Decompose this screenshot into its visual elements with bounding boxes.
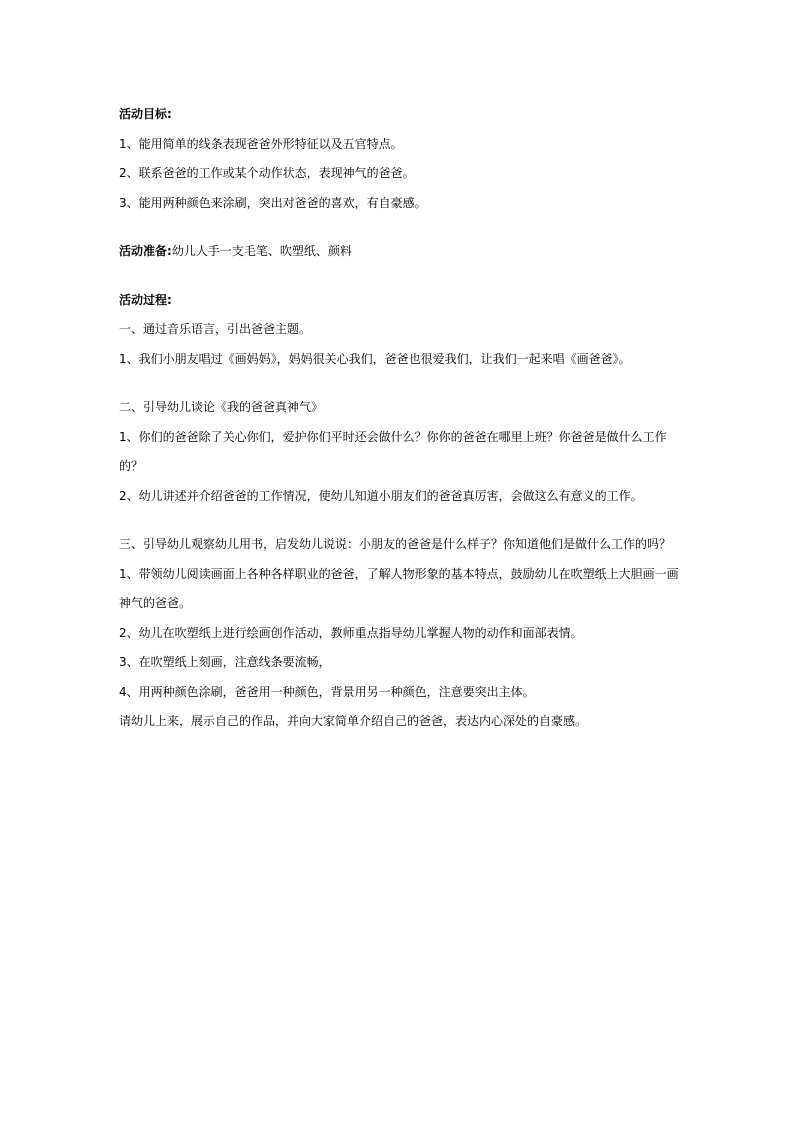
- section1-title: 一、通过音乐语言，引出爸爸主题。: [119, 322, 312, 336]
- section3-item-2: 2、幼儿在吹塑纸上进行绘画创作活动，教师重点指导幼儿掌握人物的动作和面部表情。: [119, 625, 583, 640]
- section3-item-4: 4、用两种颜色涂刷，爸爸用一种颜色，背景用另一种颜色，注意要突出主体。: [119, 684, 535, 699]
- section3-closing: 请幼儿上来，展示自己的作品，并向大家简单介绍自己的爸爸，表达内心深处的自豪感。: [119, 714, 588, 728]
- goal-item-2: 2、联系爸爸的工作或某个动作状态，表现神气的爸爸。: [119, 166, 415, 180]
- document-body: [119, 100, 679, 737]
- goals-heading: 活动目标:: [119, 107, 172, 121]
- section2-item-1: 1、你们的爸爸除了关心你们，爱护你们平时还会做什么？你你的爸爸在哪里上班？你爸爸是做什么工作的？: [119, 429, 667, 473]
- section3-item-3: 3、在吹塑纸上刻画，注意线条要流畅，: [119, 655, 331, 669]
- goal-item-1: 1、能用简单的线条表现爸爸外形特征以及五官特点。: [119, 136, 403, 151]
- section3-item-1: 1、带领幼儿阅读画面上各种各样职业的爸爸，了解人物形象的基本特点，鼓励幼儿在吹塑纸上大胆画一画神气的爸爸。: [119, 566, 679, 610]
- goal-item-3: 3、能用两种颜色来涂刷，突出对爸爸的喜欢，有自豪感。: [119, 195, 427, 210]
- section3-title: 三、引导幼儿观察幼儿用书，启发幼儿说说：小朋友的爸爸是什么样子？你知道他们是做什么工作的吗？: [119, 537, 672, 551]
- section2-title: 二、引导幼儿谈论《我的爸爸真神气》: [119, 400, 324, 414]
- preparation-label: 活动准备:: [119, 244, 172, 258]
- section2-item-2: 2、幼儿讲述并介绍爸爸的工作情况，使幼儿知道小朋友们的爸爸真厉害，会做这么有意义的工作。: [119, 488, 643, 503]
- process-heading: 活动过程:: [119, 292, 172, 307]
- preparation-line: [119, 237, 679, 267]
- preparation-text: 幼儿人手一支毛笔、吹塑纸、颜料: [171, 244, 352, 258]
- section1-item-1: 1、我们小朋友唱过《画妈妈》，妈妈很关心我们，爸爸也很爱我们，让我们一起来唱《画爸爸》。: [119, 351, 631, 366]
